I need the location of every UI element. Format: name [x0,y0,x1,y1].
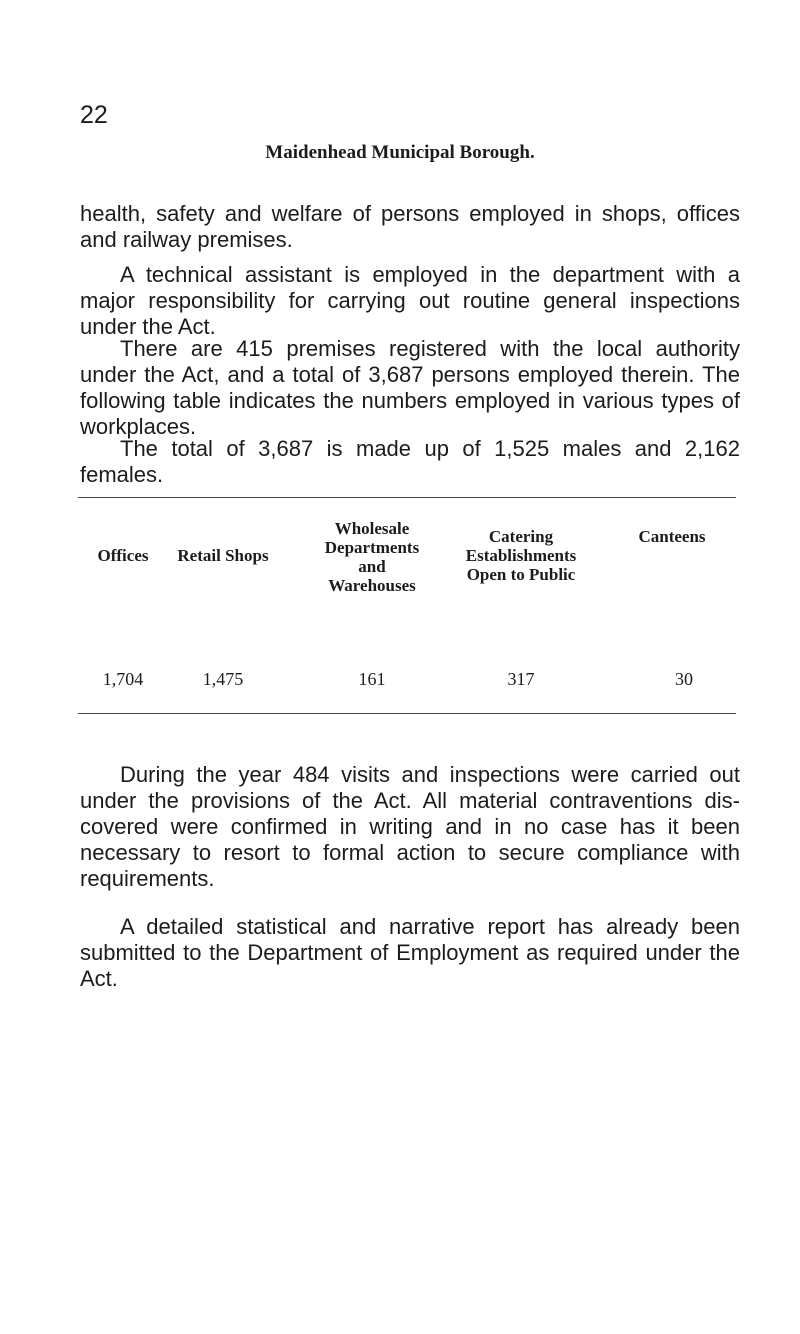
value-offices: 1,704 [102,669,144,689]
paragraph-4: The total of 3,687 is made up of 1,525 males and 2,162 females. [80,436,740,487]
header-canteens: Canteens [638,527,706,546]
paragraph-2: A technical assistant is employed in the department with a major responsibility for carrying out routine general inspections under the Act. [80,262,740,339]
header-wholesale: Wholesale Departments and Warehouses [324,519,420,595]
value-canteens: 30 [675,669,693,689]
running-head: Maidenhead Municipal Borough. [265,142,535,163]
value-retail-shops: 1,475 [202,669,244,689]
value-wholesale: 161 [358,669,386,689]
header-offices: Offices [97,546,149,565]
header-catering: Catering Establishments Open to Public [465,527,577,584]
paragraph-3: There are 415 premises registered with the local authority under the Act, and a total of 3,687 persons employed therein. The following table indicates the numbers employed in various types of workplaces. [80,336,740,439]
table-top-rule [78,497,736,498]
paragraph-1: health, safety and welfare of persons employed in shops, offices and railway premises. [80,201,740,252]
paragraph-6: A detailed statistical and narrative report has already been submitted to the Department of Employment as required under the Act. [80,914,740,991]
paragraph-5: During the year 484 visits and inspections were carried out under the provisions of the Act. All material contraventions dis-covered were confirmed in writing and in no case has it been necessary to resort to formal action to secure compliance with requirements. [80,762,740,891]
header-retail-shops: Retail Shops [177,546,269,565]
value-catering: 317 [507,669,535,689]
page-number: 22 [80,101,108,129]
table-bottom-rule [78,713,736,714]
